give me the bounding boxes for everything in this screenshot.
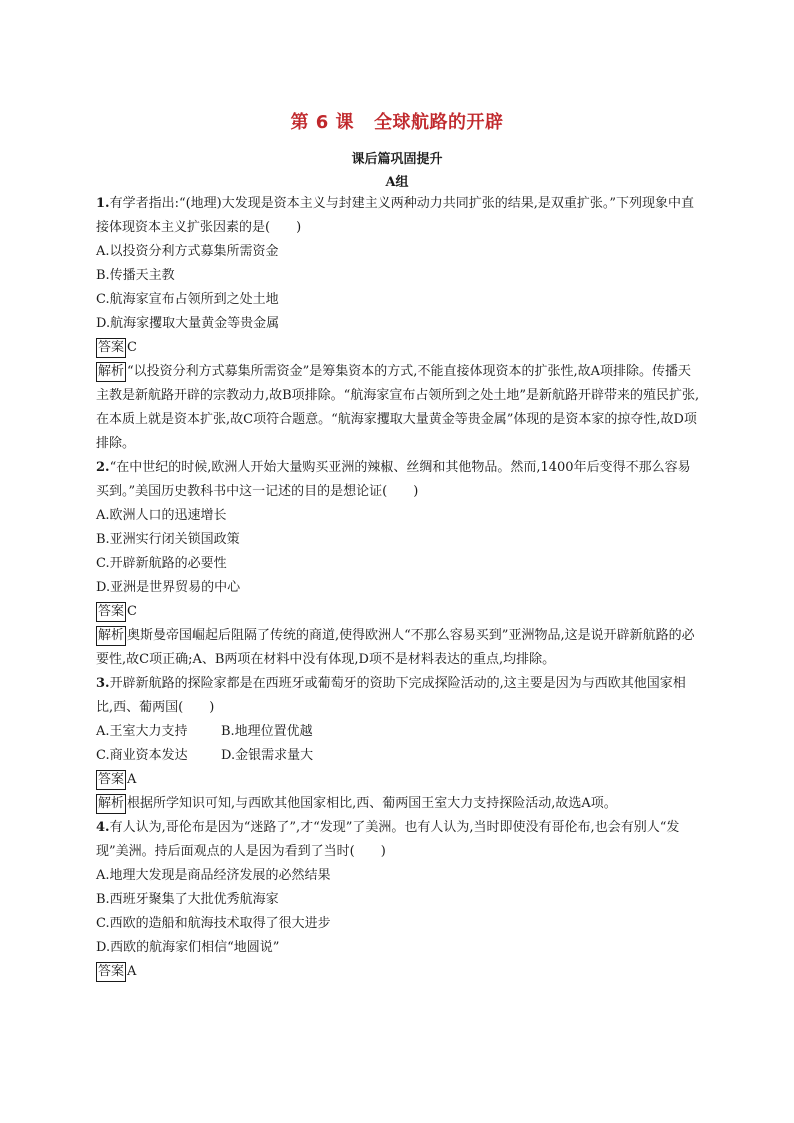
- question-2-analysis: [96, 624, 702, 672]
- question-3-answer: [96, 768, 702, 792]
- answer-tag: 答案: [96, 962, 126, 982]
- analysis-text: 奥斯曼帝国崛起后阻隔了传统的商道,使得欧洲人“不那么容易买到”亚洲物品,这是说开辟新航路的必要性,故C项正确;A、B两项在材料中没有体现,D项不是材料表达的重点,均排除。: [96, 628, 695, 667]
- analysis-text: “以投资分利方式募集所需资金”是筹集资本的方式,不能直接体现资本的扩张性,故A项排除。传播天主教是新航路开辟的宗教动力,故B项排除。“航海家宣布占领所到之处土地”是新航路开辟带来的殖民扩张,在本质上就是资本扩张,故C项符合题意。“航海家攫取大量黄金等贵金属”体现的是资本家的掠夺性,故D项排除。: [96, 364, 700, 451]
- question-1: 1.有学者指出:“(地理)大发现是资本主义与封建主义两种动力共同扩张的结果,是双重扩张。”下列现象中直接体现资本主义扩张因素的是( ): [96, 196, 695, 235]
- question-3-option-b: B.地理位置优越: [221, 724, 313, 739]
- analysis-tag: 解析: [96, 794, 126, 814]
- question-2-option-d: D.亚洲是世界贸易的中心: [96, 580, 241, 595]
- question-2-answer: [96, 600, 702, 624]
- answer-value: C: [127, 340, 137, 355]
- question-4-stem: 有人认为,哥伦布是因为“迷路了”,才“发现”了美洲。也有人认为,当时即使没有哥伦布,也会有别人“发现”美洲。持后面观点的人是因为看到了当时( ): [96, 820, 680, 859]
- answer-value: C: [127, 604, 137, 619]
- lesson-number: 第 6 课: [290, 112, 355, 133]
- group-heading: A组: [385, 175, 409, 190]
- question-3-options-row-1: [96, 720, 702, 744]
- question-4-answer: [96, 960, 702, 984]
- answer-tag: 答案: [96, 770, 126, 790]
- question-1-analysis: [96, 360, 702, 456]
- question-1-stem: 有学者指出:“(地理)大发现是资本主义与封建主义两种动力共同扩张的结果,是双重扩张。”下列现象中直接体现资本主义扩张因素的是( ): [96, 196, 695, 235]
- question-3-options-row-2: [96, 744, 702, 768]
- question-1-option-b: B.传播天主教: [96, 268, 175, 283]
- question-3-option-d: D.金银需求量大: [221, 748, 314, 763]
- section-subtitle: 课后篇巩固提升: [351, 152, 443, 167]
- question-3-option-a: A.王室大力支持: [96, 724, 188, 739]
- lesson-topic: 全球航路的开辟: [374, 112, 504, 133]
- question-2: 2.“在中世纪的时候,欧洲人开始大量购买亚洲的辣椒、丝绸和其他物品。然而,1400年后变得不那么容易买到。”美国历史教科书中这一记述的目的是想论证( ): [96, 460, 691, 499]
- question-4-option-b: B.西班牙聚集了大批优秀航海家: [96, 892, 279, 907]
- analysis-tag: 解析: [96, 626, 126, 646]
- question-2-option-a: A.欧洲人口的迅速增长: [96, 508, 227, 523]
- question-4-option-c: C.西欧的造船和航海技术取得了很大进步: [96, 916, 331, 931]
- analysis-tag: 解析: [96, 362, 126, 382]
- analysis-text: 根据所学知识可知,与西欧其他国家相比,西、葡两国王室大力支持探险活动,故选A项。: [127, 796, 617, 811]
- question-1-option-c: C.航海家宣布占领所到之处土地: [96, 292, 279, 307]
- question-1-answer: [96, 336, 702, 360]
- question-2-option-b: B.亚洲实行闭关锁国政策: [96, 532, 240, 547]
- question-2-stem: “在中世纪的时候,欧洲人开始大量购买亚洲的辣椒、丝绸和其他物品。然而,1400年后变得不那么容易买到。”美国历史教科书中这一记述的目的是想论证( ): [96, 460, 691, 499]
- answer-value: A: [127, 964, 137, 979]
- question-1-option-d: D.航海家攫取大量黄金等贵金属: [96, 316, 280, 331]
- question-4-option-a: A.地理大发现是商品经济发展的必然结果: [96, 868, 331, 883]
- question-4-option-d: D.西欧的航海家们相信“地圆说”: [96, 940, 280, 955]
- question-3-analysis: [96, 792, 702, 816]
- answer-value: A: [127, 772, 137, 787]
- question-2-option-c: C.开辟新航路的必要性: [96, 556, 227, 571]
- page-title: [0, 108, 794, 134]
- question-1-option-a: A.以投资分利方式募集所需资金: [96, 244, 279, 259]
- question-3-option-c: C.商业资本发达: [96, 748, 188, 763]
- questions-content: [96, 192, 702, 984]
- answer-tag: 答案: [96, 338, 126, 358]
- question-3-stem: 开辟新航路的探险家都是在西班牙或葡萄牙的资助下完成探险活动的,这主要是因为与西欧其他国家相比,西、葡两国( ): [96, 676, 686, 715]
- question-4: 4.有人认为,哥伦布是因为“迷路了”,才“发现”了美洲。也有人认为,当时即使没有哥伦布,也会有别人“发现”美洲。持后面观点的人是因为看到了当时( ): [96, 820, 680, 859]
- question-3: 3.开辟新航路的探险家都是在西班牙或葡萄牙的资助下完成探险活动的,这主要是因为与西欧其他国家相比,西、葡两国( ): [96, 676, 686, 715]
- answer-tag: 答案: [96, 602, 126, 622]
